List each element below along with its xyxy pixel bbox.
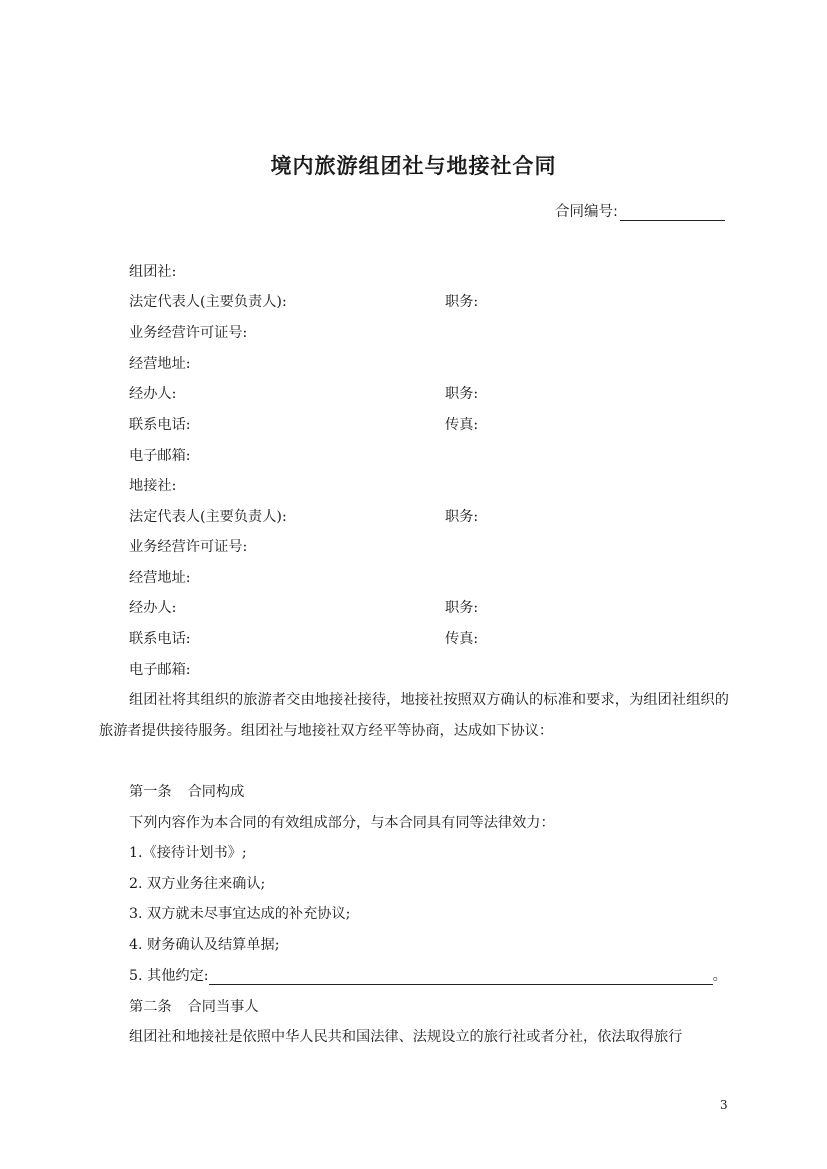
article-1-title: 合同构成 [187, 784, 245, 800]
receiver-handler-label: 经办人: [129, 600, 177, 616]
receiver-handler-position-label: 职务: [445, 600, 479, 616]
contract-number-field [555, 200, 725, 221]
article-2-heading [129, 996, 259, 1016]
organizer-position-label: 职务: [445, 294, 479, 310]
organizer-email-label: 电子邮箱: [129, 448, 191, 464]
receiver-name-label: 地接社: [129, 478, 177, 494]
organizer-legal-rep-label: 法定代表人(主要负责人): [129, 294, 287, 310]
organizer-address-label: 经营地址: [129, 356, 191, 372]
organizer-phone-label: 联系电话: [129, 417, 191, 433]
receiver-license-label: 业务经营许可证号: [129, 539, 248, 555]
article-1-lead: 下列内容作为本合同的有效组成部分，与本合同具有同等法律效力： [129, 815, 555, 831]
page-title: 境内旅游组团社与地接社合同 [270, 153, 557, 178]
receiver-fax-label: 传真: [445, 631, 479, 647]
receiver-legal-rep-label: 法定代表人(主要负责人): [129, 509, 287, 525]
article-1-item-2: 2. 双方业务往来确认; [129, 876, 266, 892]
receiver-address-label: 经营地址: [129, 570, 191, 586]
organizer-license-label: 业务经营许可证号: [129, 325, 248, 341]
organizer-name-label: 组团社: [129, 264, 177, 280]
other-agreement-end: 。 [712, 968, 727, 984]
organizer-handler-position-label: 职务: [445, 386, 479, 402]
article-1-item-1: 1.《接待计划书》; [129, 845, 247, 861]
article-1-number: 第一条 [129, 784, 172, 800]
intro-paragraph: 组团社将其组织的旅游者交由地接社接待，地接社按照双方确认的标准和要求，为组团社组织的旅游者提供接待服务。组团社与地接社双方经平等协商，达成如下协议： [99, 692, 729, 739]
other-agreement-label: 5. 其他约定: [129, 968, 209, 984]
page-number: 3 [720, 1098, 728, 1112]
organizer-handler-label: 经办人: [129, 386, 177, 402]
article-2-number: 第二条 [129, 999, 172, 1015]
article-1-item-4: 4. 财务确认及结算单据; [129, 937, 280, 953]
other-agreement-blank[interactable] [209, 967, 713, 985]
article-1-item-3: 3. 双方就未尽事宜达成的补充协议; [129, 906, 351, 922]
receiver-position-label: 职务: [445, 509, 479, 525]
article-2-text: 组团社和地接社是依照中华人民共和国法律、法规设立的旅行社或者分社，依法取得旅行 [129, 1029, 683, 1045]
organizer-fax-label: 传真: [445, 417, 479, 433]
article-1-heading [129, 781, 244, 801]
receiver-email-label: 电子邮箱: [129, 662, 191, 678]
article-1-item-5 [129, 965, 727, 985]
contract-number-blank[interactable] [620, 204, 725, 221]
contract-number-label: 合同编号: [555, 204, 618, 220]
receiver-phone-label: 联系电话: [129, 631, 191, 647]
article-2-title: 合同当事人 [187, 999, 259, 1015]
